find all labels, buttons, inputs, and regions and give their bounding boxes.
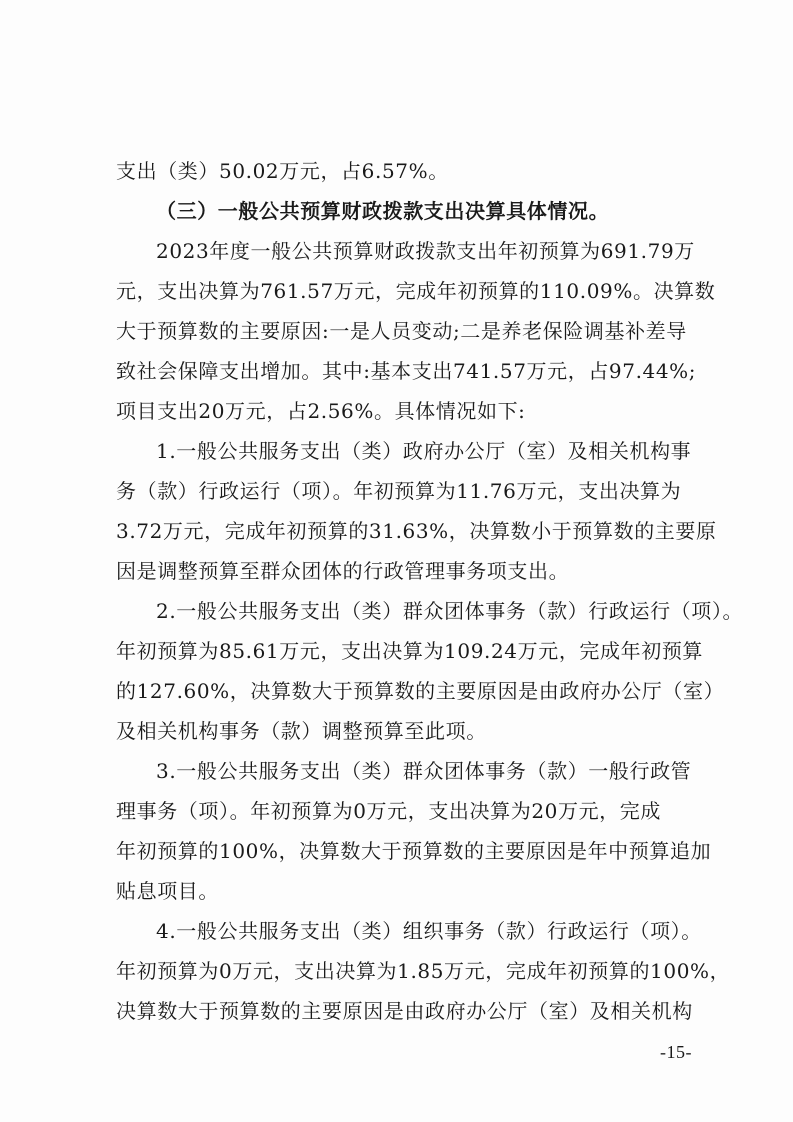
paragraph-line: 2023年度一般公共预算财政拨款支出年初预算为691.79万 — [156, 239, 695, 263]
paragraph-line: 及相关机构事务（款）调整预算至此项。 — [116, 719, 487, 743]
paragraph-line: 决算数大于预算数的主要原因是由政府办公厅（室）及相关机构 — [116, 999, 693, 1023]
page-number: -15- — [660, 1042, 692, 1062]
section-heading: （三）一般公共预算财政拨款支出决算具体情况。 — [156, 199, 610, 223]
list-item-line: 4.一般公共服务支出（类）组织事务（款）行政运行（项）。 — [156, 919, 702, 943]
paragraph-line: 的127.60%，决算数大于预算数的主要原因是由政府办公厅（室） — [116, 679, 725, 703]
paragraph-line: 大于预算数的主要原因:一是人员变动;二是养老保险调基补差导 — [116, 319, 687, 343]
paragraph-line: 元，支出决算为761.57万元，完成年初预算的110.09%。决算数 — [116, 279, 716, 303]
paragraph-line: 年初预算为0万元，支出决算为1.85万元，完成年初预算的100%， — [116, 959, 731, 983]
paragraph-line: 理事务（项）。年初预算为0万元，支出决算为20万元，完成 — [116, 799, 661, 823]
paragraph-line: 因是调整预算至群众团体的行政管理事务项支出。 — [116, 559, 570, 583]
paragraph-line: 3.72万元，完成年初预算的31.63%，决算数小于预算数的主要原 — [116, 519, 717, 543]
paragraph-line: 支出（类）50.02万元，占6.57%。 — [116, 159, 449, 183]
paragraph-line: 贴息项目。 — [116, 879, 219, 903]
list-item-line: 2.一般公共服务支出（类）群众团体事务（款）行政运行（项）。 — [156, 599, 744, 623]
paragraph-line: 致社会保障支出增加。其中:基本支出741.57万元，占97.44%; — [116, 359, 697, 383]
paragraph-line: 年初预算为85.61万元，支出决算为109.24万元，完成年初预算 — [116, 639, 704, 663]
paragraph-line: 务（款）行政运行（项）。年初预算为11.76万元，支出决算为 — [116, 479, 682, 503]
paragraph-line: 年初预算的100%，决算数大于预算数的主要原因是年中预算追加 — [116, 839, 712, 863]
list-item-line: 3.一般公共服务支出（类）群众团体事务（款）一般行政管 — [156, 759, 692, 783]
list-item-line: 1.一般公共服务支出（类）政府办公厅（室）及相关机构事 — [156, 439, 692, 463]
paragraph-line: 项目支出20万元，占2.56%。具体情况如下: — [116, 399, 526, 423]
